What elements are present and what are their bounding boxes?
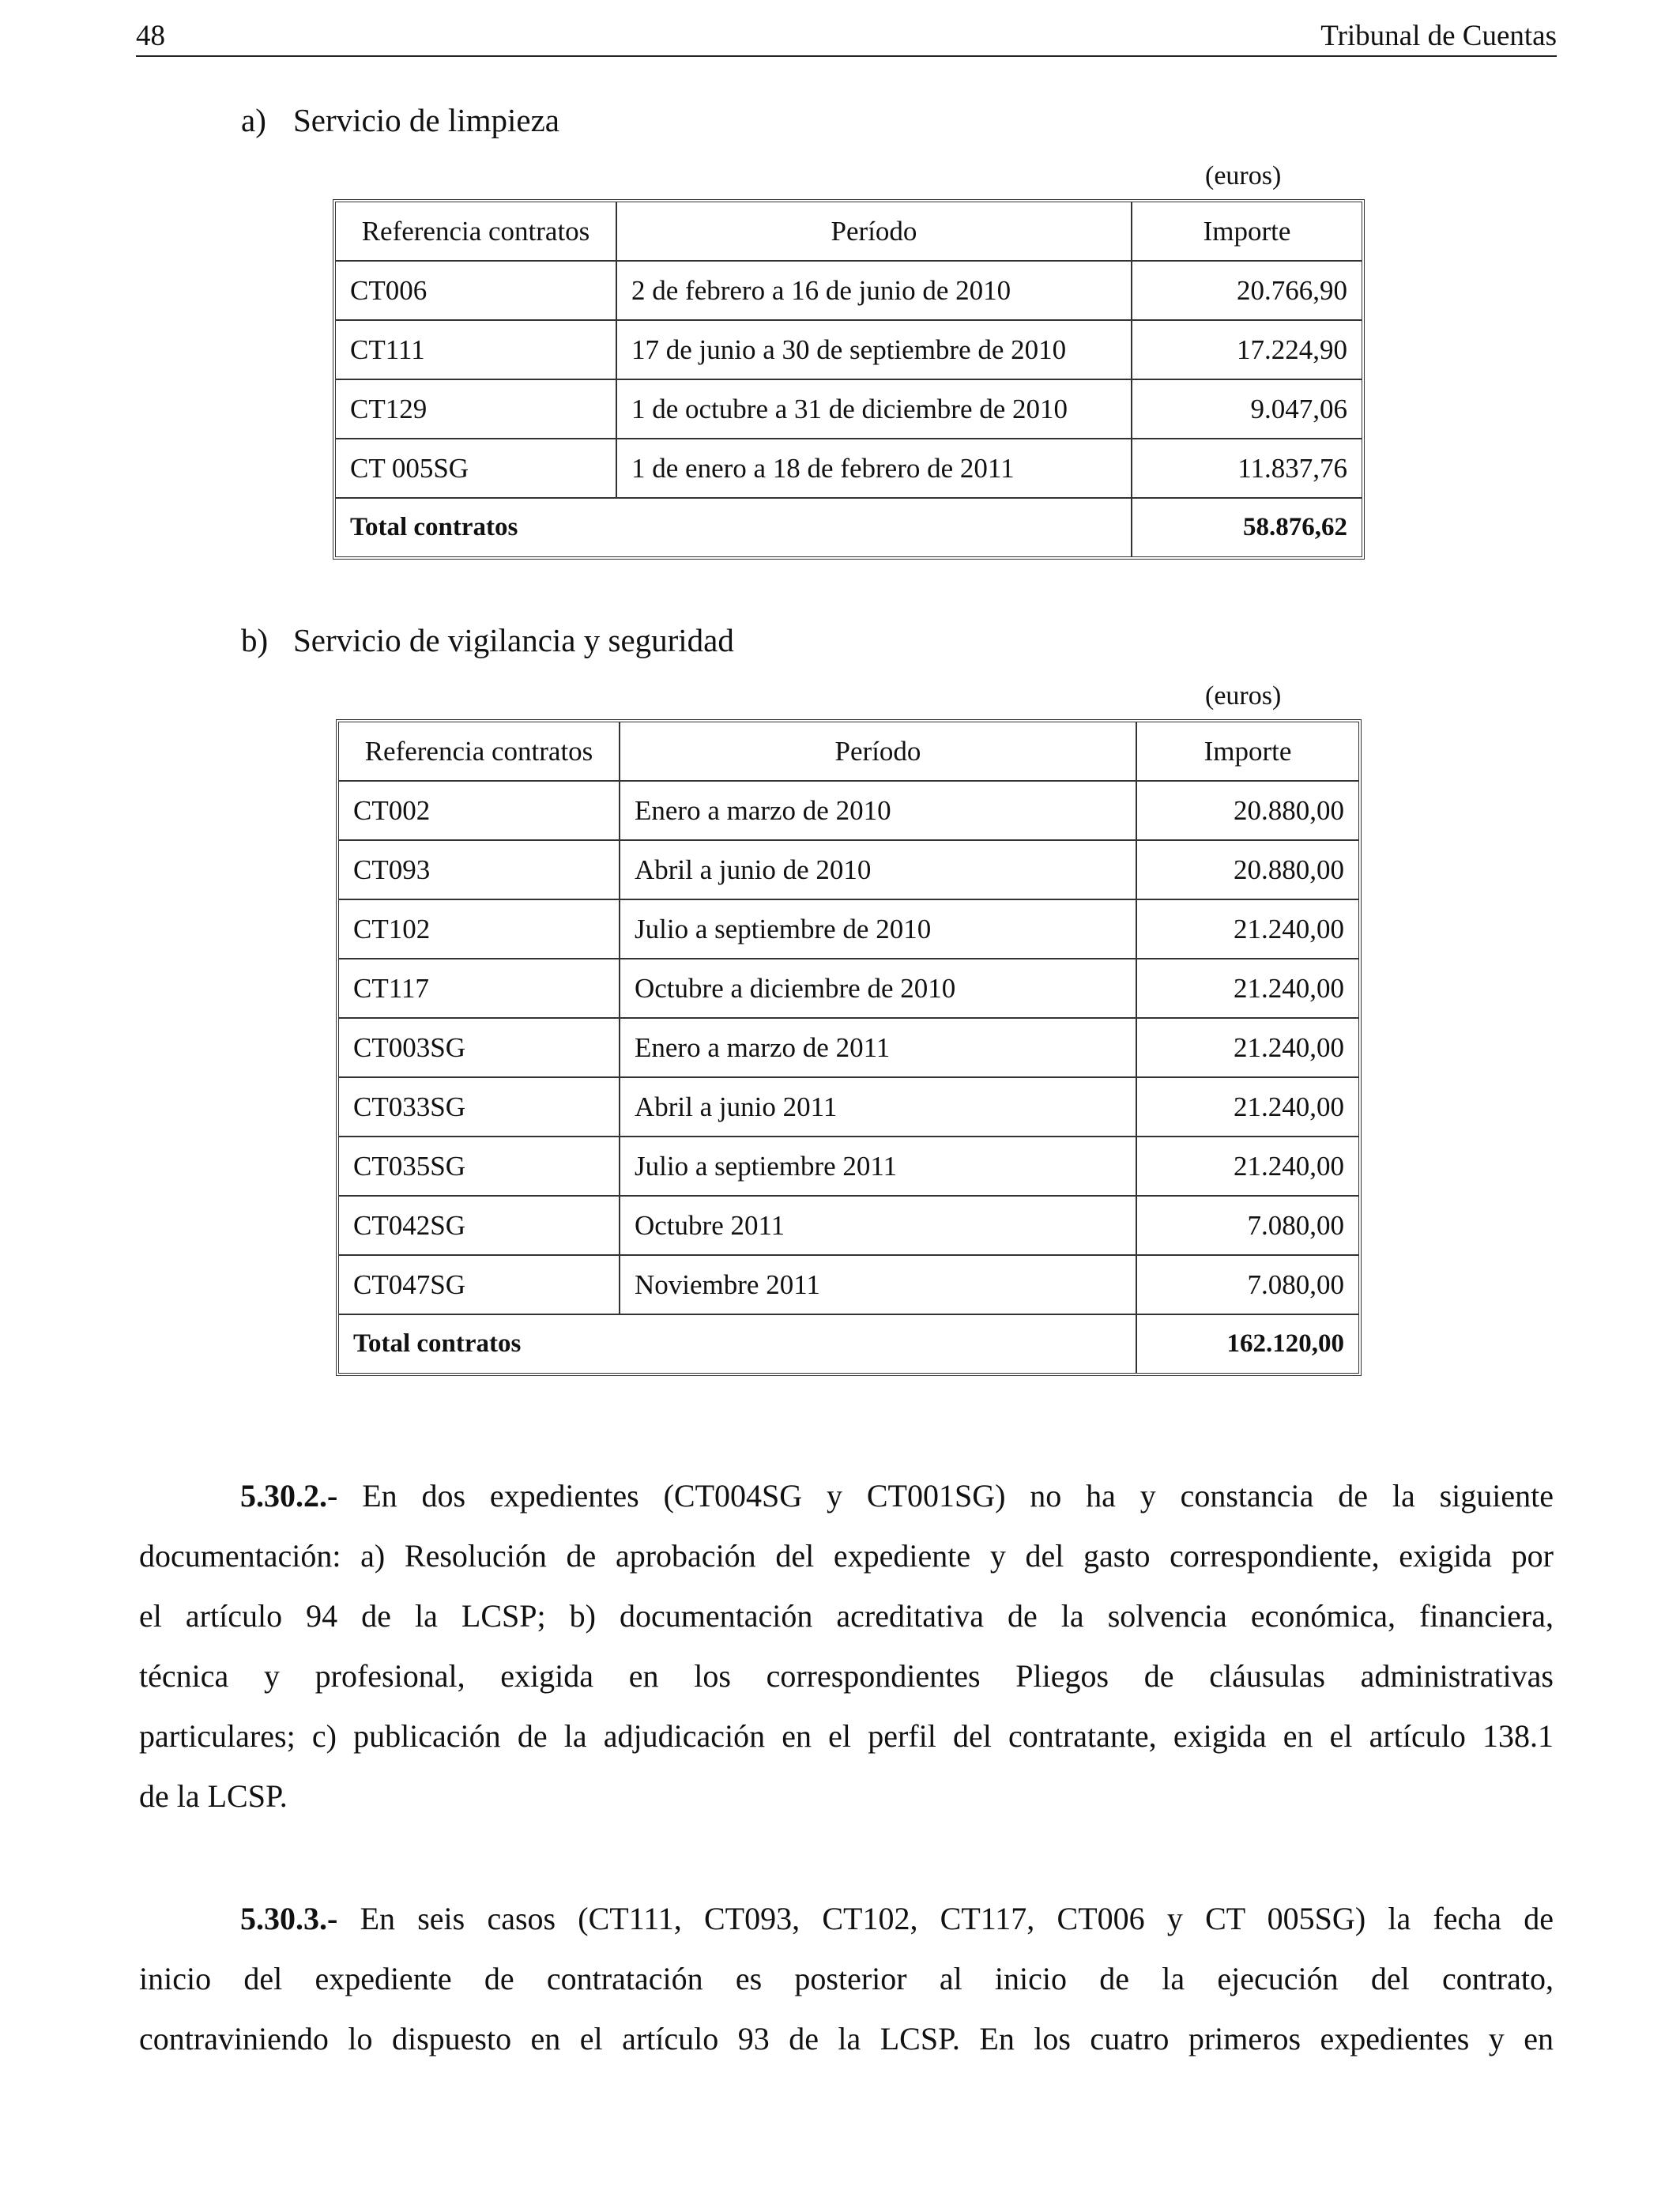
- column-header-amount: Importe: [1137, 722, 1358, 782]
- contract-period: Noviembre 2011: [620, 1256, 1137, 1315]
- contract-reference: CT 005SG: [336, 439, 617, 499]
- contract-reference: CT033SG: [339, 1078, 620, 1137]
- contract-period: Abril a junio de 2010: [620, 841, 1137, 900]
- total-label: Total contratos: [336, 499, 1132, 556]
- contract-amount: 17.224,90: [1132, 321, 1362, 380]
- contract-amount: 20.766,90: [1132, 262, 1362, 321]
- table-row: [336, 439, 1362, 499]
- contract-amount: 20.880,00: [1137, 841, 1358, 900]
- section-b-unit: (euros): [1205, 681, 1282, 711]
- paragraph-line: 5.30.3.- En seis casos (CT111, CT093, CT102, CT117, CT006 y CT 005SG) la fecha de: [240, 1901, 1554, 1936]
- contract-reference: CT042SG: [339, 1197, 620, 1256]
- section-b-heading: Servicio de vigilancia y seguridad: [293, 622, 734, 658]
- contract-amount: 9.047,06: [1132, 380, 1362, 439]
- contract-period: 1 de enero a 18 de febrero de 2011: [617, 439, 1132, 499]
- paragraph-line: documentación: a) Resolución de aprobación del expediente y del gasto correspondiente, exigida por: [139, 1538, 1554, 1574]
- table-row: [339, 782, 1358, 841]
- section-a-unit: (euros): [1205, 161, 1282, 190]
- paragraph-line: inicio del expediente de contratación es posterior al inicio de la ejecución del contrato,: [139, 1961, 1554, 1996]
- contract-reference: CT117: [339, 959, 620, 1019]
- contract-reference: CT006: [336, 262, 617, 321]
- total-amount: 162.120,00: [1226, 1329, 1344, 1358]
- table-row: [339, 1019, 1358, 1078]
- contract-period: Julio a septiembre de 2010: [620, 900, 1137, 959]
- contract-amount: 21.240,00: [1137, 1137, 1358, 1197]
- contract-reference: CT129: [336, 380, 617, 439]
- paragraph-line: contraviniendo lo dispuesto en el artículo 93 de la LCSP. En los cuatro primeros expedientes y en: [139, 2021, 1554, 2056]
- table-row: [339, 841, 1358, 900]
- page-number: 48: [136, 20, 165, 52]
- table-row: [339, 1078, 1358, 1137]
- contract-amount: 20.880,00: [1137, 782, 1358, 841]
- section-b-title: [241, 621, 734, 659]
- section-a-heading: Servicio de limpieza: [293, 102, 559, 138]
- contract-amount: 21.240,00: [1137, 900, 1358, 959]
- section-a-title: [241, 101, 559, 139]
- contract-amount: 7.080,00: [1137, 1197, 1358, 1256]
- contract-reference: CT003SG: [339, 1019, 620, 1078]
- paragraph-number: 5.30.3.-: [240, 1901, 338, 1936]
- table-row: [339, 959, 1358, 1019]
- cleaning-contracts-table: [333, 199, 1365, 560]
- column-header-period: Período: [620, 722, 1137, 782]
- paragraph-line: técnica y profesional, exigida en los correspondientes Pliegos de cláusulas administrativas: [139, 1658, 1554, 1694]
- contract-reference: CT035SG: [339, 1137, 620, 1197]
- section-a-letter: a): [241, 102, 266, 138]
- contract-period: Enero a marzo de 2010: [620, 782, 1137, 841]
- contract-reference: CT093: [339, 841, 620, 900]
- contract-period: Octubre 2011: [620, 1197, 1137, 1256]
- paragraph-line: particulares; c) publicación de la adjudicación en el perfil del contratante, exigida en el artículo 138.1: [139, 1718, 1554, 1754]
- table-total-row: [336, 499, 1362, 556]
- table-row: [336, 321, 1362, 380]
- table-row: [336, 262, 1362, 321]
- table-row: [336, 380, 1362, 439]
- table-header-row: [339, 722, 1358, 782]
- paragraph-5-30-2: [139, 1466, 1554, 1826]
- contract-period: 2 de febrero a 16 de junio de 2010: [617, 262, 1132, 321]
- section-b-letter: b): [241, 622, 269, 658]
- header-organization: Tribunal de Cuentas: [1320, 20, 1557, 52]
- column-header-reference: Referencia contratos: [339, 722, 620, 782]
- contract-period: 17 de junio a 30 de septiembre de 2010: [617, 321, 1132, 380]
- column-header-amount: Importe: [1132, 202, 1362, 262]
- contract-period: Abril a junio 2011: [620, 1078, 1137, 1137]
- contract-amount: 21.240,00: [1137, 959, 1358, 1019]
- table-header-row: [336, 202, 1362, 262]
- paragraph-5-30-3: [139, 1889, 1554, 2069]
- contract-period: 1 de octubre a 31 de diciembre de 2010: [617, 380, 1132, 439]
- contract-amount: 7.080,00: [1137, 1256, 1358, 1315]
- paragraph-line: el artículo 94 de la LCSP; b) documentación acreditativa de la solvencia económica, financiera,: [139, 1598, 1554, 1634]
- table-row: [339, 1256, 1358, 1315]
- table-row: [339, 1137, 1358, 1197]
- contract-amount: 21.240,00: [1137, 1019, 1358, 1078]
- contract-amount: 11.837,76: [1132, 439, 1362, 499]
- contract-reference: CT047SG: [339, 1256, 620, 1315]
- paragraph-line: 5.30.2.- En dos expedientes (CT004SG y CT001SG) no ha y constancia de la siguiente: [240, 1478, 1554, 1514]
- contract-reference: CT102: [339, 900, 620, 959]
- contract-period: Enero a marzo de 2011: [620, 1019, 1137, 1078]
- page-header: [136, 14, 1557, 57]
- paragraph-line: de la LCSP.: [139, 1778, 288, 1814]
- column-header-reference: Referencia contratos: [336, 202, 617, 262]
- total-label: Total contratos: [339, 1315, 1137, 1373]
- contract-period: Julio a septiembre 2011: [620, 1137, 1137, 1197]
- contract-amount: 21.240,00: [1137, 1078, 1358, 1137]
- table-row: [339, 1197, 1358, 1256]
- contract-period: Octubre a diciembre de 2010: [620, 959, 1137, 1019]
- security-contracts-table: [336, 719, 1362, 1376]
- column-header-period: Período: [617, 202, 1132, 262]
- table-row: [339, 900, 1358, 959]
- table-total-row: [339, 1315, 1358, 1373]
- paragraph-number: 5.30.2.-: [240, 1478, 338, 1514]
- total-amount: 58.876,62: [1243, 513, 1347, 541]
- contract-reference: CT002: [339, 782, 620, 841]
- contract-reference: CT111: [336, 321, 617, 380]
